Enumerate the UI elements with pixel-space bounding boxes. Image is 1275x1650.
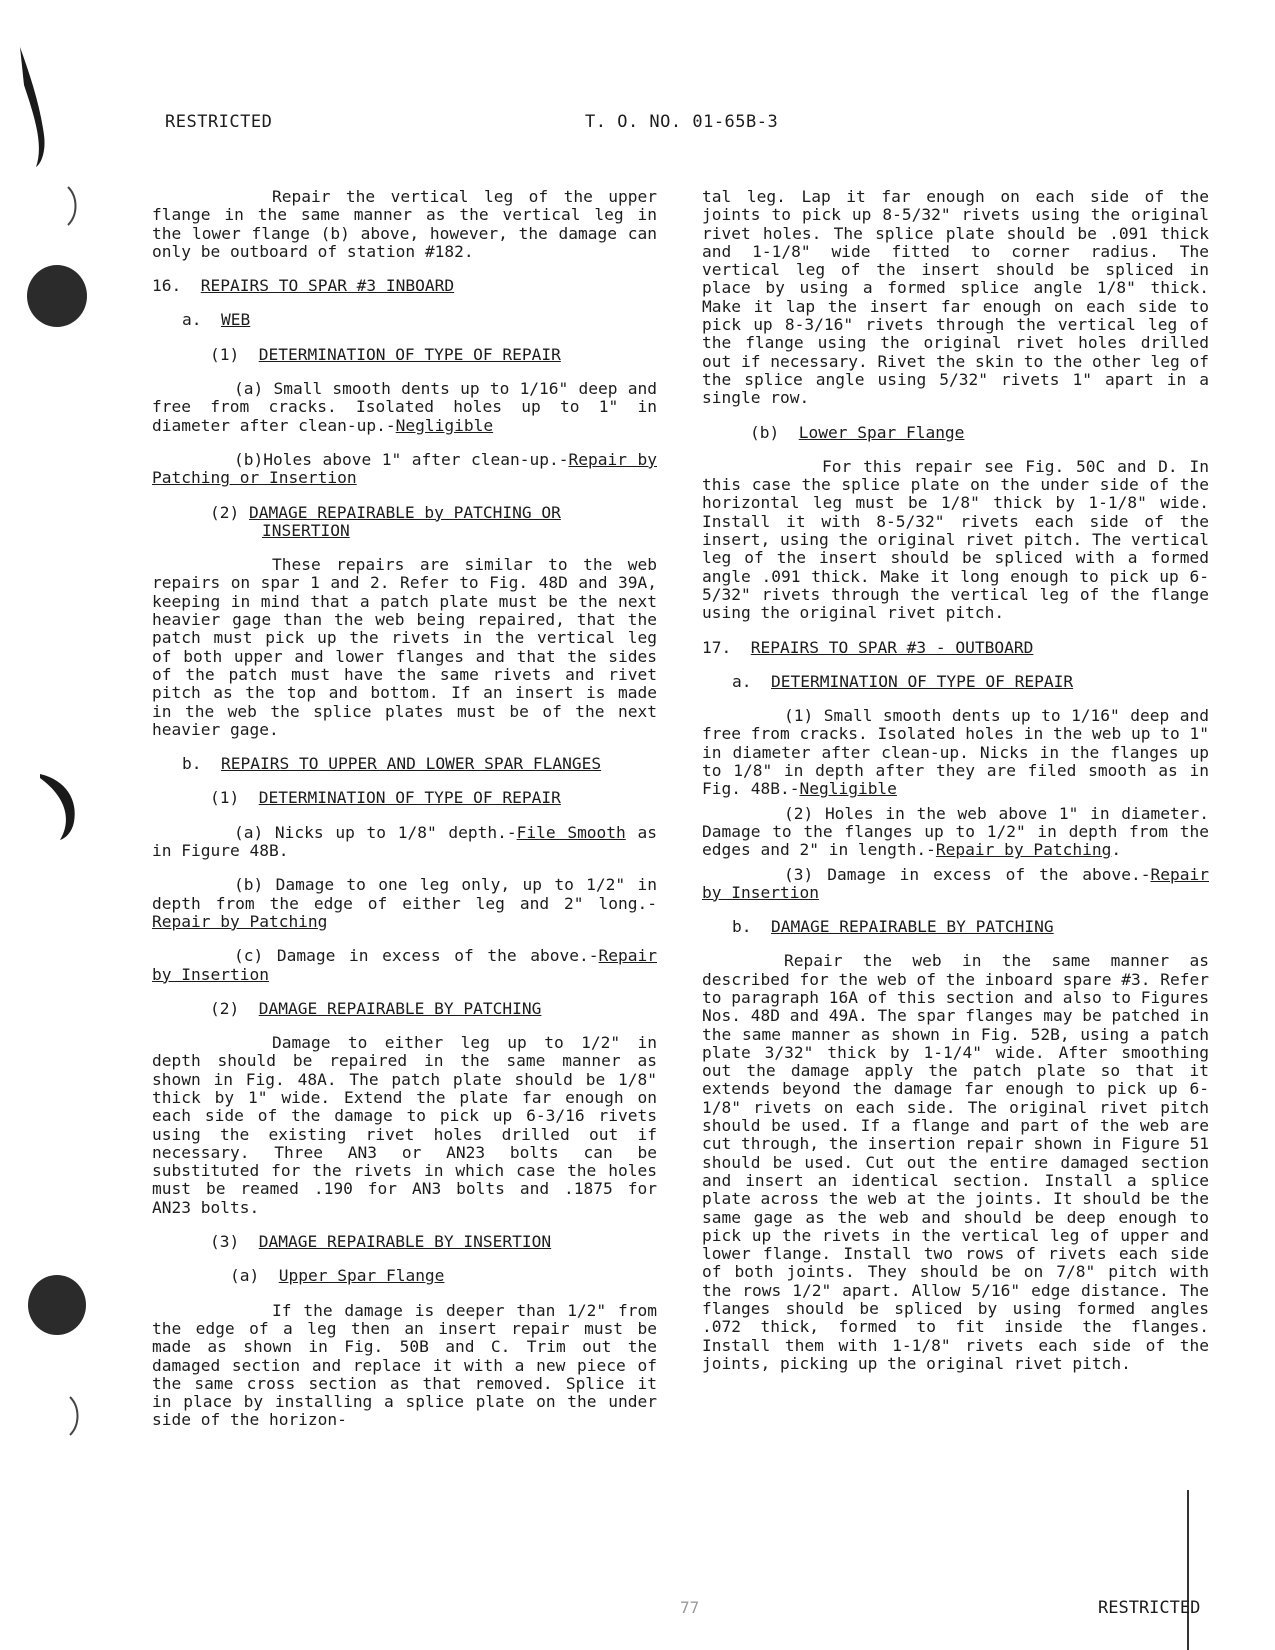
paragraph: Repair the vertical leg of the upper flange in the same manner as the vertical leg in the lower flange (b) above, however, the damage can only be outboard of station #182.: [152, 187, 657, 261]
page-edge-line: [1187, 1490, 1189, 1650]
subsection-heading-16b: b. REPAIRS TO UPPER AND LOWER SPAR FLANGES: [182, 754, 602, 774]
subsection-heading-16b3b: (b) Lower Spar Flange: [750, 422, 965, 442]
subsection-heading-17b: b. DAMAGE REPAIRABLE BY PATCHING: [732, 917, 1054, 937]
subsection-heading-16b3a: (a) Upper Spar Flange: [230, 1266, 445, 1286]
page-number: 77: [680, 1598, 700, 1617]
item-17a1: (1) Small smooth dents up to 1/16" deep and free from cracks. Isolated holes in the web up to 1" in diameter after clean-up. Nicks in the flanges up to 1/8" in depth after they are filed smooth as in Fig. 48B.-Negligible: [702, 706, 1209, 799]
item-16a1a: (a) Small smooth dents up to 1/16" deep and free from cracks. Isolated holes up to 1" in diameter after clean-up.-Negligible: [152, 379, 657, 435]
subsection-heading-16b1: (1) DETERMINATION OF TYPE OF REPAIR: [210, 788, 561, 808]
subsection-heading-16a: a. WEB: [182, 310, 251, 330]
item-16b1a: (a) Nicks up to 1/8" depth.-File Smooth as in Figure 48B.: [152, 822, 657, 861]
paragraph: If the damage is deeper than 1/2" from the edge of a leg then an insert repair must be made as shown in Fig. 50B and C. Trim out the damaged section and replace it with a new piece of the same cross section as that removed. Splice it in place by installing a splice plate on the under side of the horizon-: [152, 1300, 657, 1430]
item-17a2: (2) Holes in the web above 1" in diameter. Damage to the flanges up to 1/2" in depth from the edges and 2" in length.-Repair by Patching.: [702, 803, 1209, 860]
paragraph: tal leg. Lap it far enough on each side of the joints to pick up 8-5/32" rivets using the original rivet holes. The splice plate should be .091 thick and 1-1/8" wide fitted to corner radius. The vertical leg of the insert should be spliced in place by using a formed splice angle 1/8" thick. Make it lap the insert far enough on each side to pick up 8-3/16" rivets through the vertical leg of the flange using the original rivet holes drilled out if necessary. Rivet the skin to the other leg of the splice angle using 5/32" rivets 1" apart in a single row.: [702, 187, 1209, 408]
subsection-heading-16b3: (3) DAMAGE REPAIRABLE BY INSERTION: [210, 1232, 552, 1252]
punch-hole: [28, 1275, 86, 1335]
binder-mark: [36, 770, 86, 840]
item-16b1b: (b) Damage to one leg only, up to 1/2" in depth from the edge of either leg and 2" long.-Repair by Patching: [152, 875, 657, 931]
binder-mark: [64, 185, 84, 227]
section-heading-16: 16. REPAIRS TO SPAR #3 INBOARD: [152, 276, 455, 296]
subsection-heading-16b2: (2) DAMAGE REPAIRABLE BY PATCHING: [210, 998, 542, 1018]
right-column: [702, 188, 1209, 1389]
binder-mark: [66, 1395, 86, 1437]
subsection-heading-16a1: (1) DETERMINATION OF TYPE OF REPAIR: [210, 344, 561, 364]
paragraph: For this repair see Fig. 50C and D. In this case the splice plate on the under side of the horizontal leg must be 1/8" thick by 1-1/8" wide. Install it with 8-5/32" rivets each side of the insert, using the original rivet pitch. The vertical leg of the insert should be spliced with a formed angle .091 thick. Make it long enough to pick up 6-5/32" rivets through the vertical leg of the flange using the original rivet pitch.: [702, 456, 1209, 623]
item-16b1c: (c) Damage in excess of the above.-Repair by Insertion: [152, 946, 657, 984]
section-heading-17: 17. REPAIRS TO SPAR #3 - OUTBOARD: [702, 637, 1034, 657]
binder-mark: [14, 45, 54, 170]
item-16a1b: (b)Holes above 1" after clean-up.-Repair by Patching or Insertion: [152, 449, 657, 488]
subsection-heading-17a: a. DETERMINATION OF TYPE OF REPAIR: [732, 671, 1074, 691]
left-column: [152, 188, 657, 1446]
paragraph: Damage to either leg up to 1/2" in depth should be repaired in the same manner as shown in Fig. 48A. The patch plate should be 1/8" thick by 1" wide. Extend the plate far enough on each side of the damage to pick up 6-3/16 rivets using the existing rivet holes drilled out if necessary. Three AN3 or AN23 bolts can be substituted for the rivets in which case the holes must be reamed .190 for AN3 bolts and .1875 for AN23 bolts.: [152, 1033, 657, 1217]
subsection-heading-16a2: (2) DAMAGE REPAIRABLE by PATCHING OR INSERTION: [210, 502, 561, 540]
classification-header: RESTRICTED: [165, 112, 273, 132]
paragraph: Repair the web in the same manner as described for the web of the inboard spare #3. Refer to paragraph 16A of this section and also to Figures Nos. 48D and 49A. The spar flanges may be patched in the same manner as shown in Fig. 52B, using a patch plate 3/32" thick by 1-1/4" wide. After smoothing out the damage apply the patch plate so that it extends beyond the damage far enough to pick up 6-1/8" rivets on each side. The original rivet pitch should be used. If a flange and part of the web are cut through, the insertion repair shown in Figure 51 should be used. Cut out the entire damaged section and insert an identical section. Install a splice plate across the web at the joints. It should be the same gage as the web and should be deep enough to pick up the rivets in the vertical leg of upper and lower flange. Install two rows of rivets each side of both joints. They should be on 7/8" pitch with the rows 1/2" apart. Allow 5/16" edge distance. The flanges should be spliced by using formed angles .072 thick, formed to fit inside the flanges. Install them with 1-1/8" rivets each side of the joints, picking up the original rivet pitch.: [702, 951, 1209, 1373]
document-number: T. O. NO. 01-65B-3: [585, 112, 779, 132]
paragraph: These repairs are similar to the web repairs on spar 1 and 2. Refer to Fig. 48D and 39A, keeping in mind that a patch plate must be the next heavier gage than the web being repaired, that the patch must pick up the rivets in the vertical leg of both upper and lower flanges and that the sides of the patch must have the same rivets and rivet pitch as the top and bottom. If an insert is made in the web the splice plates must be of the next heavier gage.: [152, 555, 657, 739]
classification-footer: RESTRICTED: [1098, 1598, 1201, 1618]
item-17a3: (3) Damage in excess of the above.-Repair by Insertion: [702, 864, 1209, 902]
punch-hole: [27, 265, 87, 327]
